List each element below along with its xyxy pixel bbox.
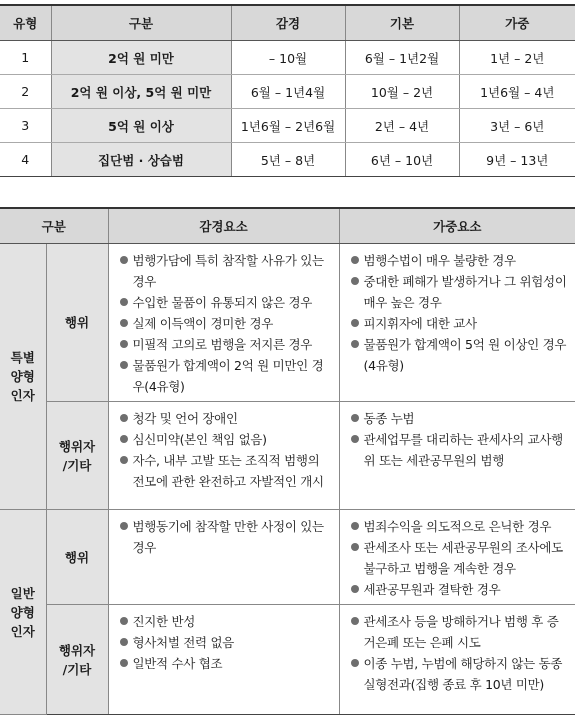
sub-label-actor: 행위자 /기타	[46, 402, 108, 510]
list-item: 실제 이득액이 경미한 경우	[119, 313, 333, 334]
table-row	[0, 143, 575, 177]
list-item: 범죄수익을 의도적으로 은닉한 경우	[350, 516, 570, 537]
table1-header-row	[0, 5, 575, 41]
mitigated-cell: 5년 – 8년	[231, 143, 345, 177]
aggravating-list-cell	[339, 605, 575, 715]
category-cell: 5억 원 이상	[51, 109, 231, 143]
header-aggravating-factors: 가중요소	[339, 208, 575, 244]
category-cell: 2억 원 미만	[51, 41, 231, 75]
mitigated-cell: 6월 – 1년4월	[231, 75, 345, 109]
list-item: 진지한 반성	[119, 611, 333, 632]
table-row	[0, 75, 575, 109]
aggravated-cell: 1년6월 – 4년	[459, 75, 575, 109]
header-mitigated: 감경	[231, 5, 345, 41]
sub-label-act: 행위	[46, 244, 108, 402]
mitigating-list-cell	[108, 605, 339, 715]
mitigating-list	[119, 516, 333, 558]
list-item: 범행수법이 매우 불량한 경우	[350, 250, 570, 271]
type-cell: 2	[0, 75, 51, 109]
aggravating-list-cell	[339, 510, 575, 605]
basic-cell: 6년 – 10년	[345, 143, 459, 177]
list-item: 피지휘자에 대한 교사	[350, 313, 570, 334]
aggravating-list	[350, 408, 570, 471]
table-row	[0, 402, 575, 510]
header-type: 유형	[0, 5, 51, 41]
header-aggravated: 가중	[459, 5, 575, 41]
header-basic: 기본	[345, 5, 459, 41]
header-mitigating-factors: 감경요소	[108, 208, 339, 244]
mitigating-list	[119, 250, 333, 397]
aggravated-cell: 1년 – 2년	[459, 41, 575, 75]
header-division: 구분	[0, 208, 108, 244]
mitigated-cell: 1년6월 – 2년6월	[231, 109, 345, 143]
basic-cell: 10월 – 2년	[345, 75, 459, 109]
sub-label-act: 행위	[46, 510, 108, 605]
mitigated-cell: – 10월	[231, 41, 345, 75]
table-row	[0, 109, 575, 143]
list-item: 물품원가 합계액이 2억 원 미만인 경우(4유형)	[119, 355, 333, 397]
sub-label-actor: 행위자 /기타	[46, 605, 108, 715]
sentencing-factors-table	[0, 207, 575, 715]
aggravating-list	[350, 250, 570, 376]
category-cell: 2억 원 이상, 5억 원 미만	[51, 75, 231, 109]
aggravating-list	[350, 611, 570, 695]
mitigating-list	[119, 611, 333, 674]
table-row	[0, 605, 575, 715]
table-row	[0, 510, 575, 605]
category-cell: 집단범 · 상습범	[51, 143, 231, 177]
table2-header-row	[0, 208, 575, 244]
table-row	[0, 244, 575, 402]
aggravated-cell: 3년 – 6년	[459, 109, 575, 143]
table-row	[0, 41, 575, 75]
type-cell: 3	[0, 109, 51, 143]
list-item: 관세조사 등을 방해하거나 범행 후 증거은폐 또는 은폐 시도	[350, 611, 570, 653]
group-label-special: 특별 양형 인자	[0, 244, 46, 510]
list-item: 심신미약(본인 책임 없음)	[119, 429, 333, 450]
aggravating-list-cell	[339, 244, 575, 402]
aggravated-cell: 9년 – 13년	[459, 143, 575, 177]
header-category: 구분	[51, 5, 231, 41]
list-item: 중대한 폐해가 발생하거나 그 위험성이 매우 높은 경우	[350, 271, 570, 313]
mitigating-list	[119, 408, 333, 492]
mitigating-list-cell	[108, 510, 339, 605]
list-item: 이종 누범, 누범에 해당하지 않는 동종 실형전과(집행 종료 후 10년 미만)	[350, 653, 570, 695]
aggravating-list-cell	[339, 402, 575, 510]
basic-cell: 6월 – 1년2월	[345, 41, 459, 75]
list-item: 관세조사 또는 세관공무원의 조사에도 불구하고 범행을 계속한 경우	[350, 537, 570, 579]
list-item: 형사처벌 전력 없음	[119, 632, 333, 653]
list-item: 청각 및 언어 장애인	[119, 408, 333, 429]
sentencing-range-table	[0, 4, 575, 177]
aggravating-list	[350, 516, 570, 600]
list-item: 범행가담에 특히 참작할 사유가 있는 경우	[119, 250, 333, 292]
list-item: 일반적 수사 협조	[119, 653, 333, 674]
group-label-general: 일반 양형 인자	[0, 510, 46, 715]
basic-cell: 2년 – 4년	[345, 109, 459, 143]
list-item: 미필적 고의로 범행을 저지른 경우	[119, 334, 333, 355]
list-item: 자수, 내부 고발 또는 조직적 범행의 전모에 관한 완전하고 자발적인 개시	[119, 450, 333, 492]
type-cell: 4	[0, 143, 51, 177]
list-item: 물품원가 합계액이 5억 원 이상인 경우(4유형)	[350, 334, 570, 376]
list-item: 관세업무를 대리하는 관세사의 교사행위 또는 세관공무원의 범행	[350, 429, 570, 471]
list-item: 세관공무원과 결탁한 경우	[350, 579, 570, 600]
list-item: 범행동기에 참작할 만한 사정이 있는 경우	[119, 516, 333, 558]
list-item: 동종 누범	[350, 408, 570, 429]
list-item: 수입한 물품이 유통되지 않은 경우	[119, 292, 333, 313]
mitigating-list-cell	[108, 402, 339, 510]
type-cell: 1	[0, 41, 51, 75]
mitigating-list-cell	[108, 244, 339, 402]
